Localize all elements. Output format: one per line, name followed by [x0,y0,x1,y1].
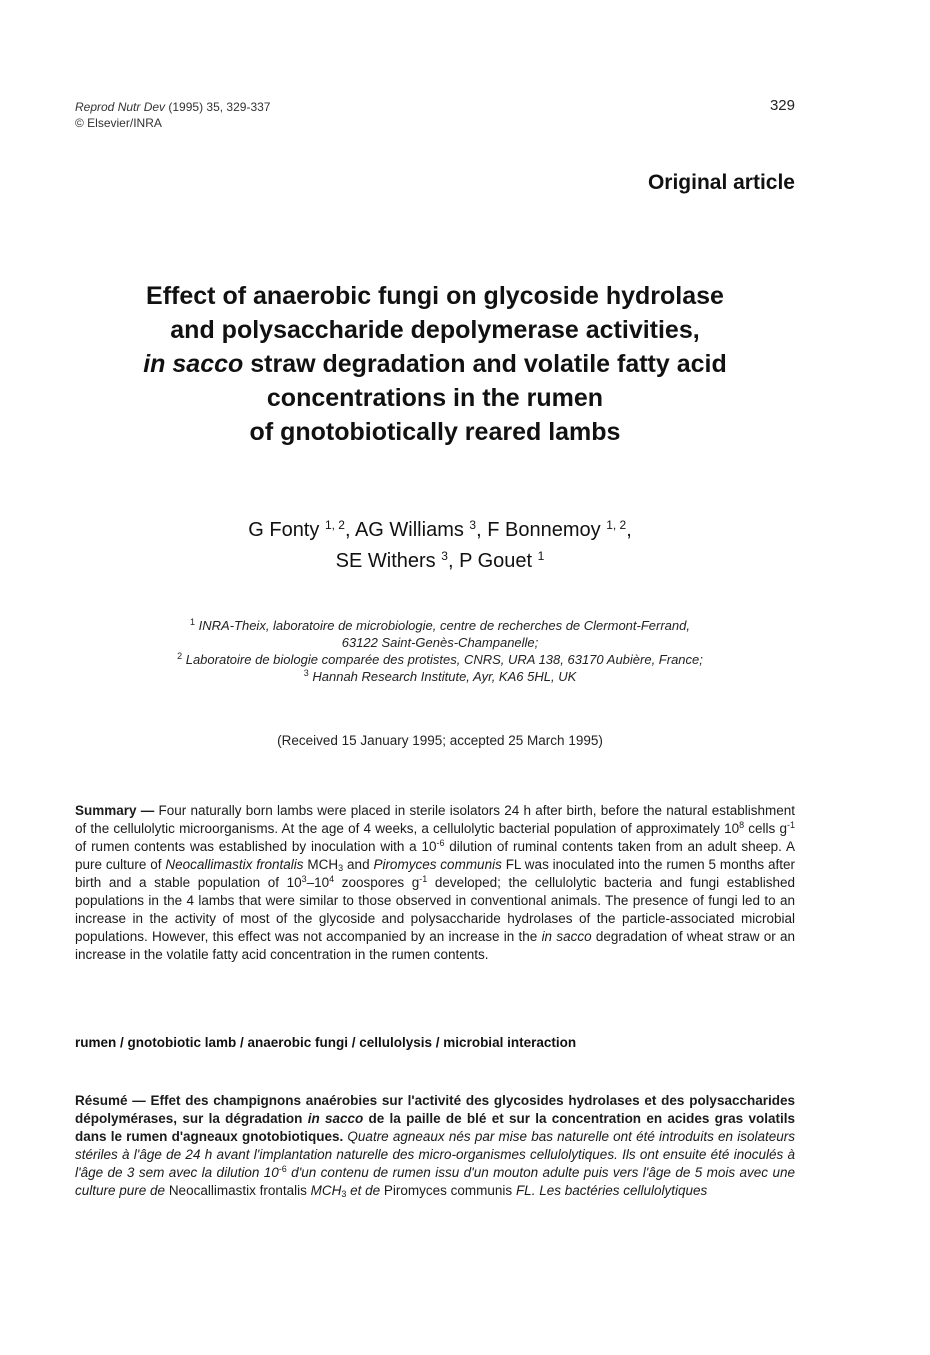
resume-text: et de [346,1183,384,1198]
subscript: 3 [341,1189,347,1199]
affiliation-text: Laboratoire de biologie comparée des protistes, CNRS, URA 138, 63170 Aubière, France; [182,652,703,667]
author-name: AG Williams [354,519,464,541]
received-dates: (Received 15 January 1995; accepted 25 March 1995) [277,733,603,748]
author-separator: , [476,519,488,541]
title-italic-term: in sacco [143,350,244,378]
author-name: G Fonty [248,519,320,541]
summary-text: –10 [306,875,330,890]
title-line-2: and polysaccharide depolymerase activities, [170,316,700,344]
author-separator: , [447,550,460,572]
title-line-5: of gnotobiotically reared lambs [249,418,621,446]
author-affiliation-mark: 1, 2 [606,518,627,532]
affiliation-1-cont: 63122 Saint-Genès-Champanelle; [341,635,539,650]
species-name: Neocallimastix frontalis [165,857,304,872]
superscript: 8 [739,820,745,830]
author-affiliation-mark: 3 [441,549,448,563]
affiliation-number: 3 [303,668,309,678]
superscript: -1 [786,820,795,830]
author-separator: , [344,519,355,541]
resume-text: MCH [306,1183,342,1198]
author-name: P Gouet [459,550,533,572]
page-number: 329 [769,97,795,114]
superscript: -1 [419,874,428,884]
journal-citation: (1995) 35, 329-337 [168,100,271,114]
article-title [80,279,790,449]
superscript: -6 [278,1164,287,1174]
superscript: 3 [301,874,307,884]
summary-text: of rumen contents was established by inoculation with a 10 [75,839,437,854]
author-line-1 [120,515,760,546]
affiliation-number: 1 [190,617,196,627]
summary-text: cells g [744,821,787,836]
resume-abstract [75,1092,795,1200]
author-line-2 [120,546,760,577]
author-affiliation-mark: 1, 2 [324,518,345,532]
resume-text: Quatre agneaux nés par mise bas naturelle ont été introduits en isolateurs stériles à l'âge de 24 h avant l'implantation naturelle des micro-organismes cellulolytiques. Ils ont ensuite été inoculés à l'âge de 3 sem avec la dilution 10 [75,1129,795,1180]
author-separator: , [626,519,632,541]
summary-text: Four naturally born lambs were placed in sterile isolators 24 h after birth, before the natural establishment of the cellulolytic microorganisms. At the age of 4 weeks, a cellulolytic bacterial population of approximately 10 [75,803,796,836]
italic-term: in sacco [541,929,592,944]
superscript: 4 [329,874,335,884]
journal-reference [75,99,270,131]
resume-text: FL. Les bactéries cellulolytiques [512,1183,708,1198]
resume-title-text: de la paille de blé et sur la concentration en acides gras volatils dans le rumen d'agneaux gnotobiotiques. [75,1111,795,1144]
summary-text: FL was inoculated into the rumen 5 months after birth and a stable population of 10 [75,857,795,890]
title-line-3 [80,347,790,381]
resume-text: d'un contenu de rumen issu d'un mouton adulte puis vers l'âge de 5 mois avec une culture pure de [75,1165,795,1198]
affiliation-1 [90,617,790,634]
author-affiliation-mark: 1 [537,549,545,563]
summary-text: and [343,857,374,872]
summary-abstract [75,802,795,964]
affiliation-text: INRA-Theix, laboratoire de microbiologie, centre de recherches de Clermont-Ferrand, [195,618,690,633]
summary-label: Summary — [75,803,155,818]
summary-text: degradation of wheat straw or an increase in the volatile fatty acid concentration in the rumen contents. [75,929,795,962]
species-name: Piromyces communis [373,857,502,872]
affiliation-text: Hannah Research Institute, Ayr, KA6 5HL, UK [308,669,577,684]
journal-citation-line [75,99,270,115]
summary-text: MCH [303,857,339,872]
author-list [120,515,760,577]
subscript: 3 [338,863,344,873]
article-type: Original article [647,171,795,194]
species-name: Neocallimastix frontalis [168,1183,307,1198]
author-name: SE Withers [335,550,436,572]
summary-text: developed; the cellulolytic bacteria and fungi established populations in the 4 lambs that were similar to those observed in conventional animals. The presence of fungi led to an increase in the activity of most of the glycoside and polysaccharide hydrolases of the particle-associated microbial populations. However, this effect was not accompanied by an increase in the [75,875,796,944]
affiliation-2 [90,651,790,668]
title-line-4: concentrations in the rumen [266,384,604,412]
superscript: -6 [436,838,445,848]
summary-text: zoospores g [334,875,420,890]
publisher: © Elsevier/INRA [75,116,162,130]
title-line-3-rest: straw degradation and volatile fatty acid [243,350,727,378]
keywords: rumen / gnotobiotic lamb / anaerobic fungi / cellulolysis / microbial interaction [75,1035,577,1050]
affiliation-3 [90,668,790,685]
author-name: F Bonnemoy [487,519,601,541]
resume-label: Résumé — [75,1093,146,1108]
italic-term: in sacco [307,1111,364,1126]
resume-title-text: Effet des champignons anaérobies sur l'activité des glycosides hydrolases et des polysaccharides dépolymérases, sur la dégradation [75,1093,795,1126]
title-line-1: Effect of anaerobic fungi on glycoside hydrolase [146,282,724,310]
affiliations [90,617,790,685]
journal-name: Reprod Nutr Dev [75,100,166,114]
species-name: Piromyces communis [383,1183,513,1198]
summary-text: dilution of ruminal contents taken from an adult sheep. A pure culture of [75,839,795,872]
affiliation-number: 2 [177,651,183,661]
author-affiliation-mark: 3 [469,518,477,532]
